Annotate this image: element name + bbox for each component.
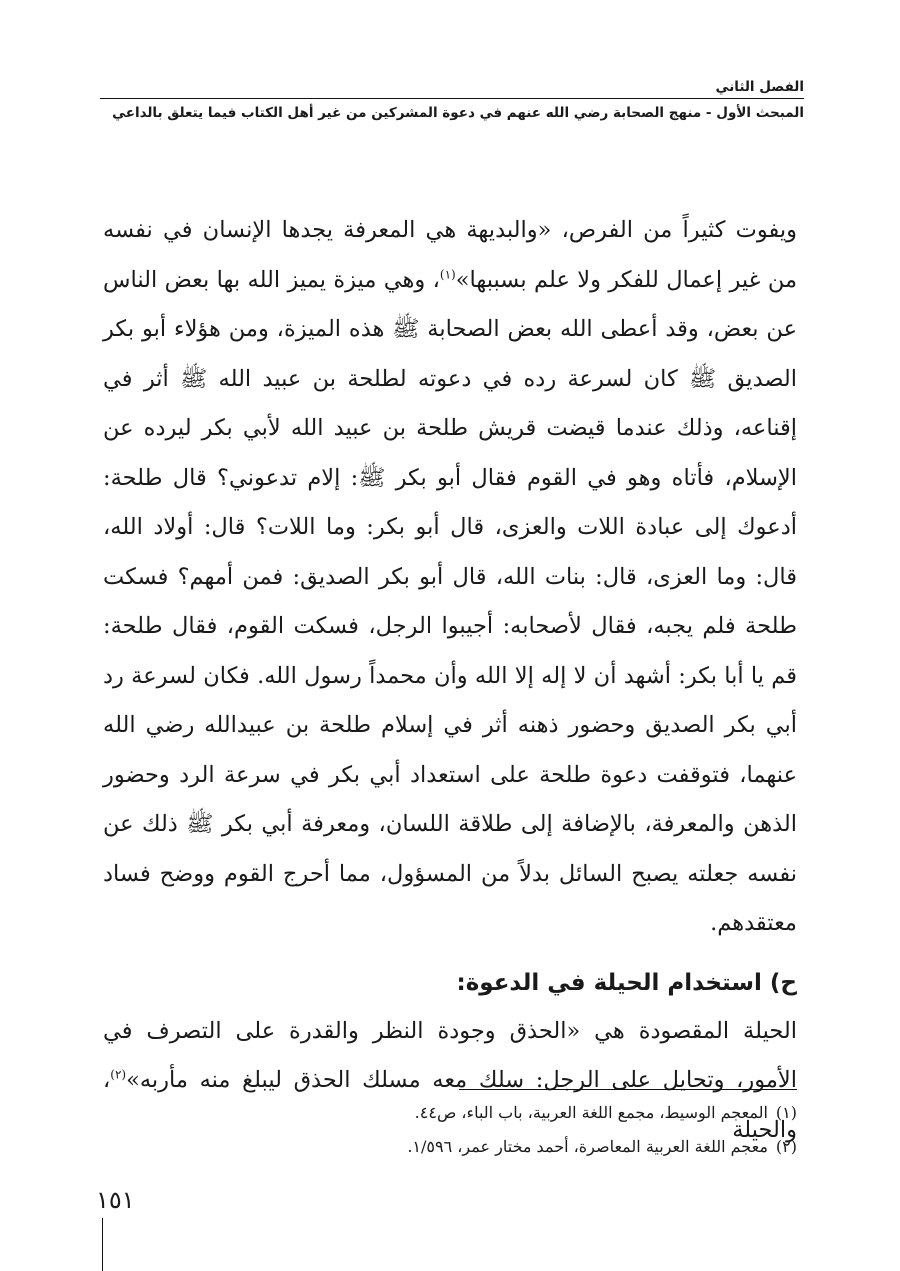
main-text (103, 206, 797, 1155)
footnote-2-text: معجم اللغة العربية المعاصرة، أحمد مختار عمر، ١/٥٩٦. (407, 1137, 768, 1156)
footnote-2 (103, 1130, 797, 1164)
running-header (100, 78, 804, 123)
paragraph-1 (103, 206, 797, 949)
page-number: ١٥١ (96, 1186, 135, 1214)
paragraph-1-part-2: ، وهي ميزة يميز الله بها بعض الناس عن بعض، وقد أعطى الله بعض الصحابة ﷺ هذه الميزة، ومن هؤلاء أبو بكر الصديق ﷺ كان لسرعة رده في دعوته لطلحة بن عبيد الله ﷺ أثر في إقناعه، وذلك عندما قيضت قريش طلحة بن عبيد الله لأبي بكر ليرده عن الإسلام، فأتاه وهو في القوم فقال أبو بكر ﷺ: إلام تدعوني؟ قال طلحة: أدعوك إلى عبادة اللات والعزى، قال أبو بكر: وما اللات؟ قال: أولاد الله، قال: وما العزى، قال: بنات الله، قال أبو بكر الصديق: فمن أمهم؟ فسكت طلحة فلم يجبه، فقال لأصحابه: أجيبوا الرجل، فسكت القوم، فقال طلحة: قم يا أبا بكر: أشهد أن لا إله إلا الله وأن محمداً رسول الله. فكان لسرعة رد أبي بكر الصديق وحضور ذهنه أثر في إسلام طلحة بن عبيدالله رضي الله عنهما، فتوقفت دعوة طلحة على استعداد أبي بكر في سرعة الرد وحضور الذهن والمعرفة، بالإضافة إلى طلاقة اللسان، ومعرفة أبي بكر ﷺ ذلك عن نفسه جعلته يصبح السائل بدلاً من المسؤول، مما أحرج القوم ووضح فساد معتقدهم. (103, 266, 797, 936)
section-subheading: ح) استخدام الحيلة في الدعوة: (456, 969, 797, 996)
chapter-label: الفصل الثاني (715, 79, 804, 95)
page-margin-rule (102, 1218, 103, 1271)
footnote-ref-1[interactable]: (١) (439, 267, 456, 281)
paragraph-2-part-2: ، والحيلة (103, 1067, 797, 1143)
footnote-2-number: (٢) (775, 1137, 797, 1156)
section-label: المبحث الأول - منهج الصحابة رضي الله عنهم في دعوة المشركين من غير أهل الكتاب فيما يتعلق بالداعي (112, 105, 804, 121)
paragraph-1-part-1: ويفوت كثيراً من الفرص، «والبديهة هي المعرفة يجدها الإنسان في نفسه من غير إعمال للفكر ولا علم بسببها» (103, 217, 797, 293)
header-divider (100, 98, 804, 99)
footnote-1 (103, 1096, 797, 1130)
footnote-1-text: المعجم الوسيط، مجمع اللغة العربية، باب الباء، ص٤٤. (414, 1103, 768, 1122)
paragraph-2-part-1: الحيلة المقصودة هي «الحذق وجودة النظر والقدرة على التصرف في الأمور، وتحايل على الرجل: سلك معه مسلك الحذق ليبلغ منه مأربه» (103, 1017, 797, 1093)
footnotes (103, 1096, 797, 1164)
footnote-1-number: (١) (775, 1103, 797, 1122)
footnote-divider (459, 1089, 797, 1090)
footnote-ref-2[interactable]: (٢) (110, 1067, 127, 1082)
